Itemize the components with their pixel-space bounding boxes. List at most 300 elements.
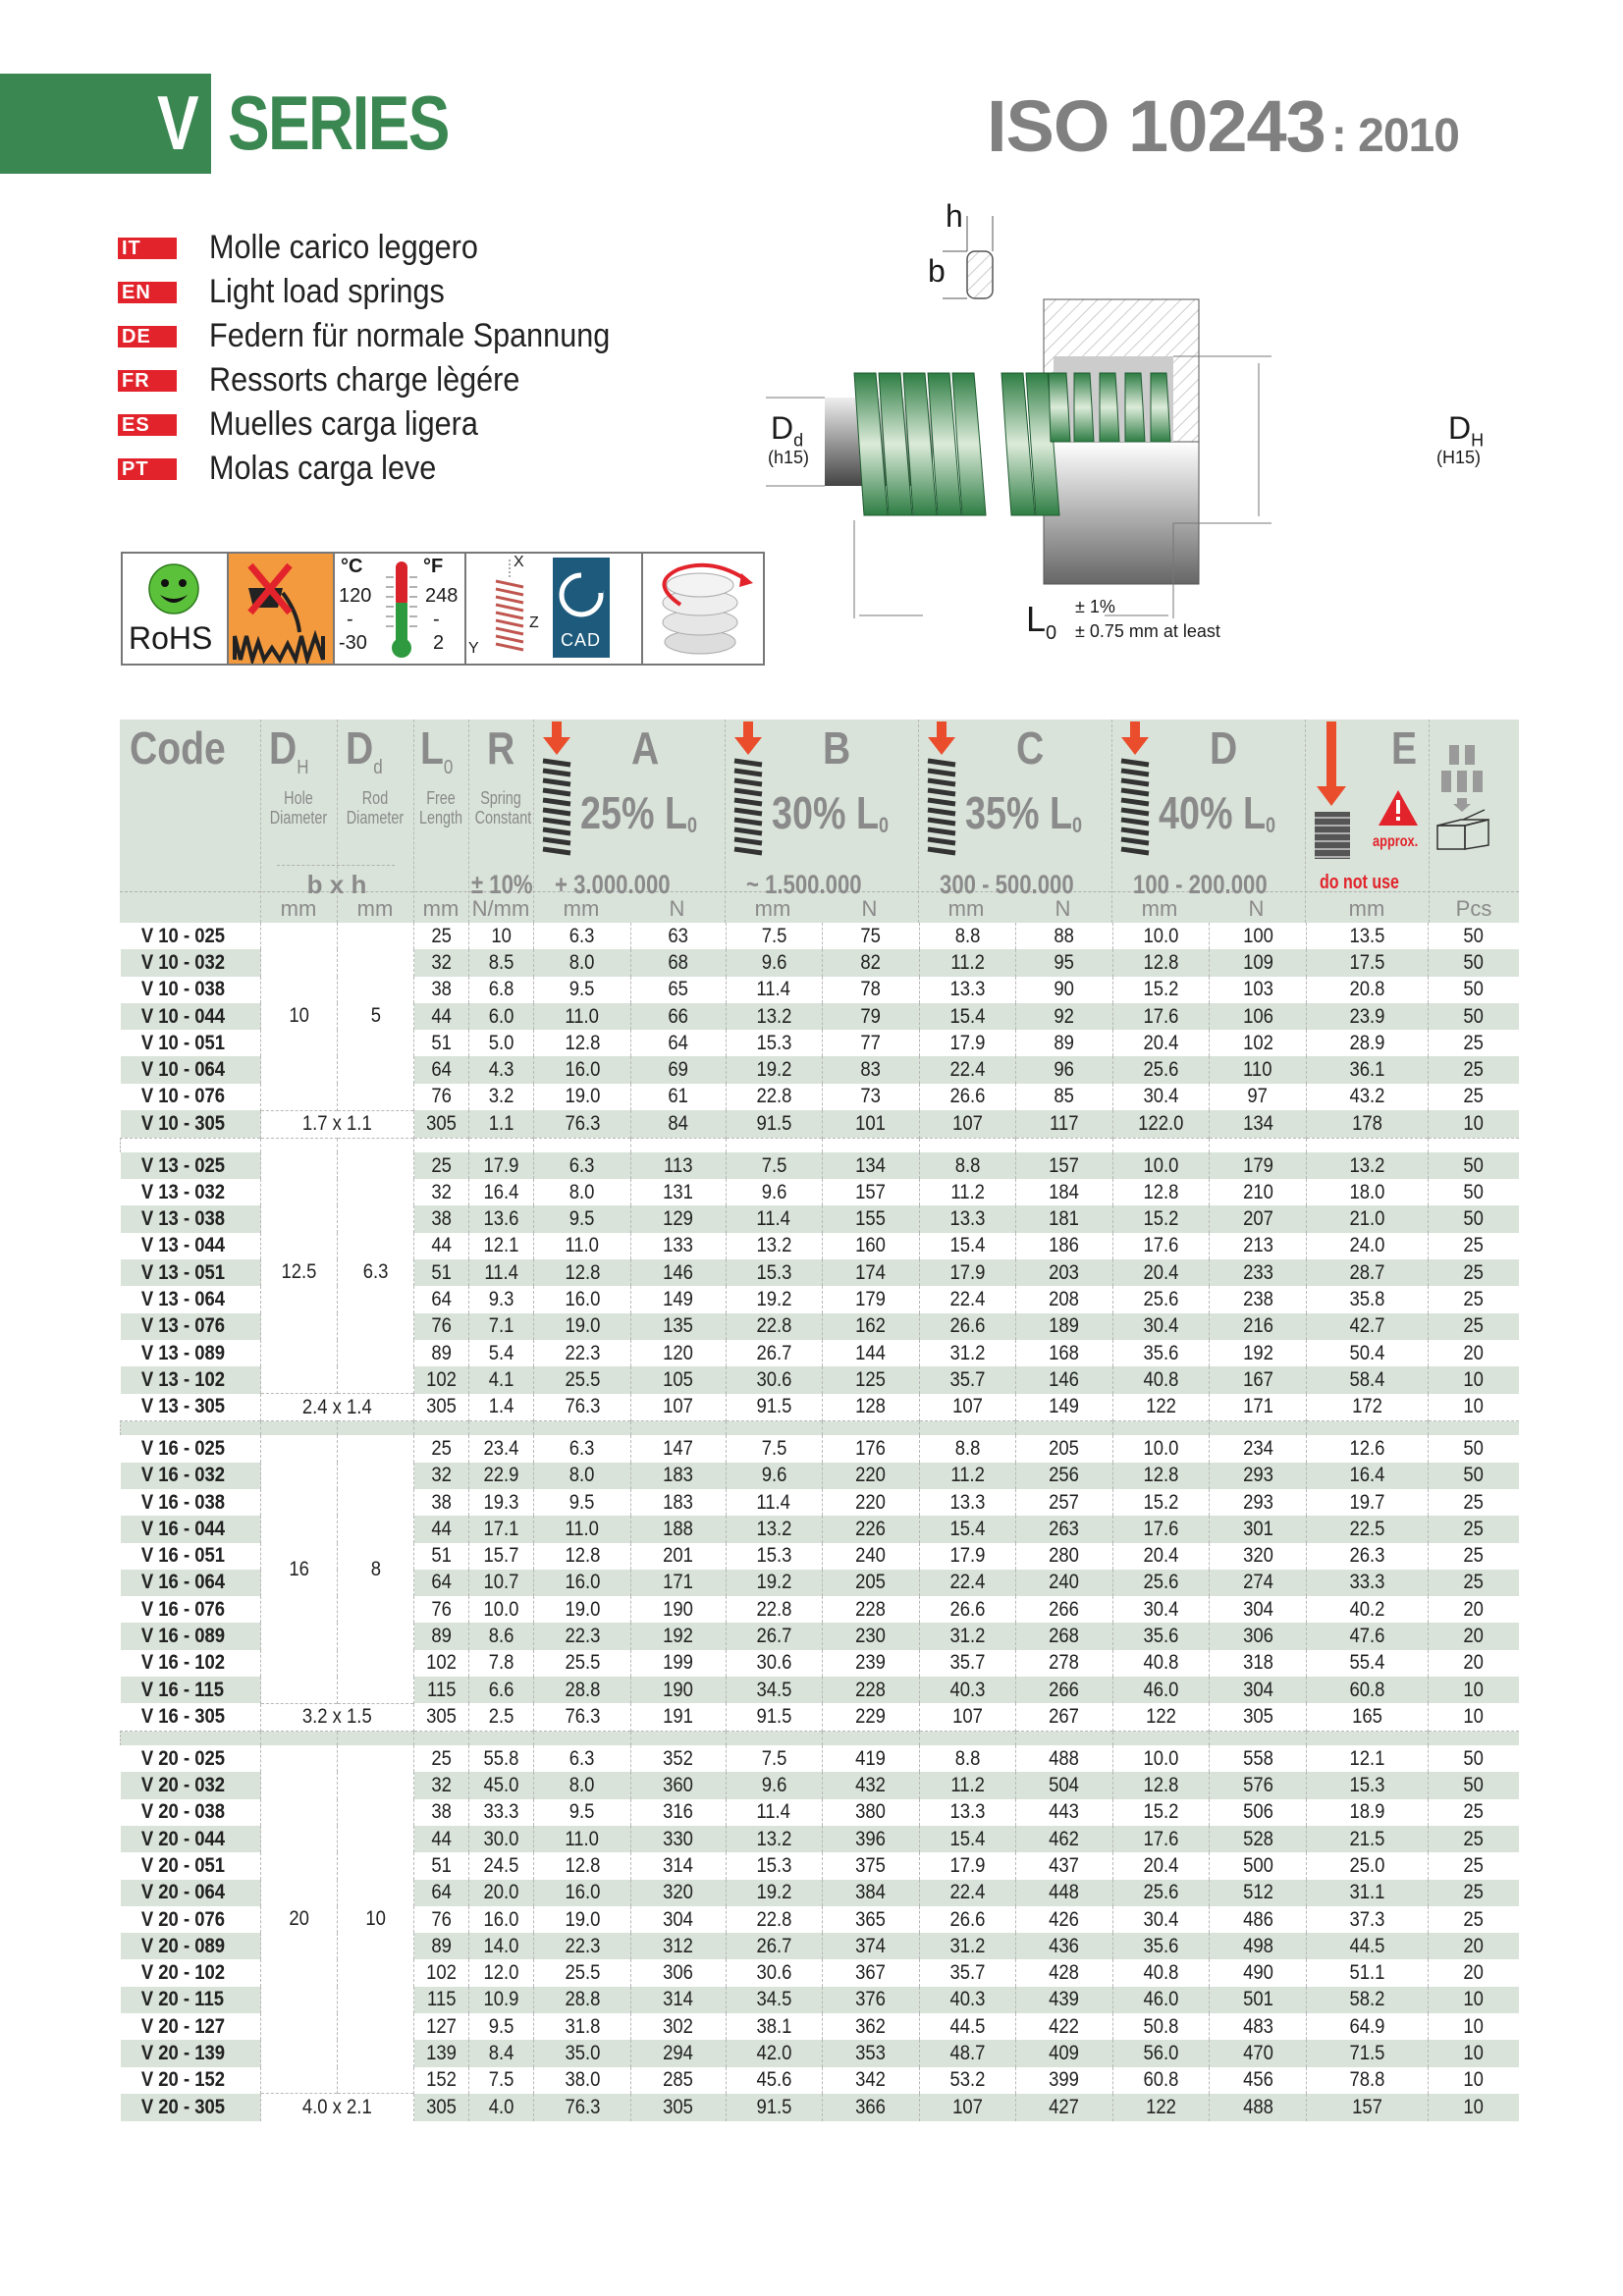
- code-text: V 20 - 102: [140, 1961, 225, 1985]
- hole-diameter: [261, 1435, 338, 1703]
- cell-value: 89: [431, 1625, 453, 1648]
- cell-value: 17.6: [1143, 1004, 1179, 1028]
- pieces-per-box: [1429, 1084, 1519, 1110]
- cell-value: 20.4: [1143, 1031, 1179, 1054]
- cell-value: 76: [431, 1907, 453, 1931]
- cell-value: 30.4: [1143, 1907, 1179, 1931]
- spring-code: [121, 1056, 261, 1083]
- cell-value: 304: [1242, 1678, 1273, 1701]
- cell-value: 12.8: [564, 1544, 600, 1568]
- a-load-n: [630, 1852, 726, 1879]
- b-load-n: [822, 1233, 919, 1259]
- d-load-n: [1210, 1313, 1307, 1340]
- compress-arrow-icon: [1311, 721, 1354, 859]
- cell-value: 157: [1352, 2095, 1383, 2118]
- cell-value: 33.3: [1349, 1571, 1385, 1594]
- spring-constant: [469, 949, 534, 976]
- b-deflection-mm: [726, 1906, 822, 1933]
- spring-constant: [469, 1906, 534, 1933]
- d-deflection-mm: [1112, 1463, 1209, 1489]
- e-deflection-mm: [1307, 1516, 1429, 1542]
- cell-value: 20.8: [1349, 978, 1385, 1001]
- c-deflection-mm: [919, 1596, 1015, 1623]
- b-load-n: [822, 1489, 919, 1516]
- c-deflection-mm: [919, 2094, 1015, 2121]
- cell-value: 365: [855, 1907, 887, 1931]
- cell-value: 9.5: [489, 2014, 514, 2038]
- cell-value: 183: [663, 1464, 693, 1487]
- b-load-n: [822, 1366, 919, 1393]
- cell-value: 120: [663, 1341, 693, 1364]
- a-load-n: [630, 923, 726, 949]
- cell-value: 318: [1242, 1651, 1273, 1675]
- spring-code: [121, 1435, 261, 1462]
- c-load-n: [1015, 2013, 1112, 2040]
- cell-value: 11.2: [950, 950, 985, 974]
- pieces-per-box: [1429, 1286, 1519, 1312]
- dd-sub: d: [373, 757, 383, 779]
- spring-constant: [469, 2040, 534, 2066]
- spring-constant: [469, 1489, 534, 1516]
- b-load-n: [822, 1084, 919, 1110]
- c-deflection-mm: [919, 1543, 1015, 1570]
- free-length: [414, 1745, 469, 1772]
- cell-value: 76.3: [564, 1111, 600, 1135]
- cell-value: 15.3: [756, 1031, 792, 1054]
- free-length: [414, 2040, 469, 2066]
- cell-value: 16.0: [564, 1288, 600, 1310]
- c-load-n: [1015, 2067, 1112, 2094]
- d-load-n: [1210, 1677, 1307, 1703]
- spring-code: [121, 1110, 261, 1138]
- e-deflection-mm: [1307, 1084, 1429, 1110]
- cell-value: 11.0: [565, 1517, 600, 1540]
- cell-value: 10: [1463, 2068, 1485, 2092]
- separator-cell: [338, 1421, 414, 1436]
- cell-value: 428: [1049, 1961, 1080, 1985]
- cell-value: 17.9: [483, 1153, 519, 1177]
- cad-download-icon[interactable]: [553, 558, 610, 658]
- header-c-letter: C: [1016, 722, 1045, 774]
- pieces-per-box: [1429, 2013, 1519, 2040]
- cell-value: 13.2: [756, 1234, 792, 1257]
- language-description: Muelles carga ligera: [209, 405, 478, 443]
- code-text: V 16 - 025: [140, 1436, 225, 1460]
- rod-diameter: [338, 923, 414, 1110]
- cell-value: 134: [1242, 1111, 1273, 1135]
- cell-value: 157: [855, 1180, 887, 1203]
- spring-code: [121, 977, 261, 1003]
- d-load-n: [1210, 1205, 1307, 1232]
- cell-value: 6.0: [489, 1004, 514, 1028]
- cell-value: 172: [1352, 1395, 1383, 1418]
- b-deflection-mm: [726, 1152, 822, 1179]
- table-row: [121, 923, 1520, 949]
- c-load-n: [1015, 1703, 1112, 1731]
- cell-value: 199: [663, 1651, 693, 1675]
- spring-code: [121, 1489, 261, 1516]
- cell-value: 30.0: [483, 1827, 519, 1850]
- separator-cell: [1429, 1732, 1519, 1746]
- cell-value: 15.2: [1143, 1207, 1179, 1231]
- b-load-n: [822, 1933, 919, 1959]
- a-load-n: [630, 1394, 726, 1421]
- pieces-per-box: [1429, 1570, 1519, 1596]
- cell-value: 501: [1242, 1988, 1273, 2011]
- cell-value: 47.6: [1349, 1625, 1385, 1648]
- c-deflection-mm: [919, 1933, 1015, 1959]
- cell-value: 422: [1049, 2014, 1080, 2038]
- cell-value: 55.4: [1349, 1651, 1385, 1675]
- cell-value: 10.0: [483, 1597, 519, 1621]
- b-load-n: [822, 2067, 919, 2094]
- e-deflection-mm: [1307, 1772, 1429, 1798]
- cell-value: 152: [426, 2068, 458, 2092]
- cell-value: 305: [663, 2095, 693, 2118]
- d-deflection-mm: [1112, 1179, 1209, 1205]
- cell-value: 90: [1054, 978, 1075, 1001]
- pieces-per-box: [1429, 2067, 1519, 2094]
- cell-value: 122: [1146, 2095, 1176, 2118]
- a-deflection-mm: [534, 1703, 630, 1731]
- separator-cell: [919, 1421, 1015, 1436]
- cell-value: 89: [1054, 1031, 1075, 1054]
- cell-value: 102: [1242, 1031, 1273, 1054]
- cell-value: 107: [951, 1111, 983, 1135]
- cell-value: 44.5: [949, 2014, 986, 2038]
- free-length: [414, 1623, 469, 1649]
- header-dd: [346, 721, 383, 779]
- separator-cell: [822, 1138, 919, 1152]
- b-deflection-mm: [726, 2067, 822, 2094]
- spring-code: [121, 1933, 261, 1959]
- language-flag-icon: EN: [118, 282, 177, 303]
- cell-value: 22.8: [756, 1907, 792, 1931]
- spring-constant: [469, 1205, 534, 1232]
- table-row: [121, 1435, 1520, 1462]
- cell-value: 11.2: [950, 1464, 985, 1487]
- separator-cell: [121, 1138, 261, 1152]
- d-load-n: [1210, 1987, 1307, 2013]
- cell-value: 25: [1463, 1490, 1485, 1514]
- free-length: [414, 1959, 469, 1986]
- a-deflection-mm: [534, 1799, 630, 1826]
- cell-value: 25: [1463, 1800, 1485, 1824]
- c-deflection-mm: [919, 1084, 1015, 1110]
- cell-value: 20.4: [1143, 1853, 1179, 1877]
- spring-code: [121, 1233, 261, 1259]
- free-length: [414, 1110, 469, 1138]
- c-load-n: [1015, 1745, 1112, 1772]
- cell-value: 263: [1049, 1517, 1080, 1540]
- compress-arrow-icon: [730, 721, 766, 859]
- pieces-per-box: [1429, 1152, 1519, 1179]
- cell-value: 490: [1242, 1961, 1273, 1985]
- a-load-n: [630, 1340, 726, 1366]
- cell-value: 456: [1242, 2068, 1273, 2092]
- cell-value: 10.0: [1143, 1436, 1179, 1460]
- cell-value: 190: [663, 1678, 693, 1701]
- cell-value: 184: [1049, 1180, 1080, 1203]
- cell-value: 91.5: [756, 1705, 792, 1729]
- pieces-per-box: [1429, 1959, 1519, 1986]
- cell-value: 31.1: [1349, 1881, 1385, 1904]
- cell-value: 25.6: [1143, 1058, 1179, 1082]
- cell-value: 342: [855, 2068, 887, 2092]
- pieces-per-box: [1429, 977, 1519, 1003]
- a-load-n: [630, 1516, 726, 1542]
- cell-value: 7.1: [489, 1314, 514, 1338]
- a-load-n: [630, 2040, 726, 2066]
- c-load-n: [1015, 1056, 1112, 1083]
- spring-constant: [469, 1596, 534, 1623]
- cell-value: 203: [1049, 1260, 1080, 1284]
- b-deflection-mm: [726, 1084, 822, 1110]
- cell-value: 280: [1049, 1544, 1080, 1568]
- c-load-n: [1015, 1435, 1112, 1462]
- cell-value: 22.8: [756, 1085, 792, 1108]
- header-a-deflection: [580, 786, 697, 839]
- cell-value: 50: [1463, 1180, 1485, 1203]
- pieces-per-box: [1429, 2094, 1519, 2121]
- cell-value: 26.6: [949, 1907, 986, 1931]
- b-deflection-mm: [726, 1205, 822, 1232]
- dd-desc1: Rod: [361, 788, 389, 808]
- b-load-n: [822, 2094, 919, 2121]
- free-length: [414, 1366, 469, 1393]
- a-load-n: [630, 1463, 726, 1489]
- separator-cell: [919, 1138, 1015, 1152]
- code-text: V 16 - 051: [140, 1544, 225, 1568]
- b-deflection-mm: [726, 1772, 822, 1798]
- header-col-divider: [725, 720, 726, 923]
- c-load-n: [1015, 977, 1112, 1003]
- free-length: [414, 1826, 469, 1852]
- cell-value: 139: [426, 2042, 458, 2065]
- c-load-n: [1015, 1259, 1112, 1286]
- free-length: [414, 923, 469, 949]
- cell-value: 448: [1049, 1881, 1080, 1904]
- d-deflection-mm: [1112, 1489, 1209, 1516]
- cell-value: 34.5: [756, 1988, 792, 2011]
- cell-value: 9.5: [569, 1490, 595, 1514]
- d-deflection-mm: [1112, 1852, 1209, 1879]
- cell-value: 64: [431, 1571, 453, 1594]
- cell-value: 44: [431, 1517, 453, 1540]
- c-load-n: [1015, 1463, 1112, 1489]
- cell-value: 293: [1242, 1490, 1273, 1514]
- cell-value: 230: [855, 1625, 887, 1648]
- cell-value: 6.3: [569, 924, 595, 947]
- d-load-n: [1210, 1570, 1307, 1596]
- dd-value: 5: [370, 1004, 381, 1028]
- cell-value: 13.3: [949, 978, 986, 1001]
- header-r-desc: [474, 788, 532, 828]
- spring-constant: [469, 1772, 534, 1798]
- c-load-n: [1015, 1110, 1112, 1138]
- cell-value: 64: [431, 1288, 453, 1310]
- c-load-n: [1015, 1233, 1112, 1259]
- cell-value: 12.8: [1143, 1774, 1179, 1797]
- cell-value: 149: [663, 1288, 693, 1310]
- cell-value: 6.6: [489, 1678, 514, 1701]
- a-deflection-mm: [534, 1179, 630, 1205]
- a-load-n: [630, 1623, 726, 1649]
- spring-constant: [469, 1516, 534, 1542]
- cell-value: 149: [1049, 1395, 1080, 1418]
- cell-value: 9.6: [761, 1464, 786, 1487]
- cell-value: 266: [1049, 1597, 1080, 1621]
- spring-code: [121, 1623, 261, 1649]
- header-unit: mm: [422, 896, 460, 921]
- free-length: [414, 1650, 469, 1677]
- separator-cell: [630, 1421, 726, 1436]
- cell-value: 102: [426, 1367, 458, 1391]
- cell-value: 189: [1049, 1314, 1080, 1338]
- language-flag-icon: FR: [118, 370, 177, 392]
- cell-value: 50: [1463, 924, 1485, 947]
- code-text: V 20 - 044: [140, 1827, 225, 1850]
- cell-value: 396: [855, 1827, 887, 1850]
- spring-code: [121, 1596, 261, 1623]
- separator-cell: [822, 1732, 919, 1746]
- cell-value: 20.4: [1143, 1260, 1179, 1284]
- a-deflection-mm: [534, 1030, 630, 1056]
- bxh-divider: [277, 865, 395, 866]
- cell-value: 45.0: [483, 1774, 519, 1797]
- a-deflection-mm: [534, 1056, 630, 1083]
- c-load-n: [1015, 1772, 1112, 1798]
- cell-value: 25: [1463, 1058, 1485, 1082]
- cell-value: 16.0: [564, 1058, 600, 1082]
- code-text: V 10 - 025: [140, 924, 225, 947]
- cell-value: 75: [860, 924, 882, 947]
- rohs-badge: [123, 554, 229, 664]
- a-load-n: [630, 1906, 726, 1933]
- cell-value: 240: [1049, 1571, 1080, 1594]
- a-load-n: [630, 1650, 726, 1677]
- code-text: V 13 - 032: [140, 1180, 225, 1203]
- cell-value: 320: [663, 1881, 693, 1904]
- c-deflection-mm: [919, 1772, 1015, 1798]
- cell-value: 7.5: [761, 1746, 786, 1770]
- cell-value: 186: [1049, 1234, 1080, 1257]
- rohs-label: RoHS: [129, 620, 213, 656]
- d-load-n: [1210, 1959, 1307, 1986]
- a-load-n: [630, 1799, 726, 1826]
- deflection-pct: 25% L: [580, 787, 688, 838]
- cell-value: 8.0: [569, 1774, 595, 1797]
- language-flag-icon: PT: [118, 458, 177, 480]
- separator-cell: [630, 1138, 726, 1152]
- a-load-n: [630, 1110, 726, 1138]
- cell-value: 21.0: [1349, 1207, 1385, 1231]
- pieces-per-box: [1429, 1340, 1519, 1366]
- a-load-n: [630, 977, 726, 1003]
- cell-value: 558: [1242, 1746, 1273, 1770]
- header-c-cycles: 300 - 500.000: [940, 870, 1074, 899]
- cell-value: 40.3: [949, 1678, 986, 1701]
- separator-cell: [1015, 1732, 1112, 1746]
- no-chemicals-icon: [229, 554, 335, 664]
- code-text: V 20 - 076: [140, 1907, 225, 1931]
- a-load-n: [630, 1570, 726, 1596]
- c-load-n: [1015, 1313, 1112, 1340]
- a-deflection-mm: [534, 1003, 630, 1030]
- cell-value: 46.0: [1143, 1678, 1179, 1701]
- d-deflection-mm: [1112, 1745, 1209, 1772]
- code-text: V 13 - 038: [140, 1207, 225, 1231]
- header-l0: [420, 721, 453, 779]
- cell-value: 239: [855, 1651, 887, 1675]
- free-length: [414, 1516, 469, 1542]
- cell-value: 25: [431, 1436, 453, 1460]
- language-flag-icon: DE: [118, 326, 177, 347]
- cell-value: 293: [1242, 1464, 1273, 1487]
- bxh-value: 4.0 x 2.1: [302, 2096, 373, 2119]
- cell-value: 115: [427, 1988, 457, 2011]
- cell-value: 50: [1463, 950, 1485, 974]
- header-unit: mm: [1141, 896, 1178, 921]
- cell-value: 110: [1243, 1058, 1272, 1082]
- cell-value: 134: [855, 1153, 887, 1177]
- cell-value: 8.0: [569, 1464, 595, 1487]
- separator-cell: [1015, 1138, 1112, 1152]
- c-deflection-mm: [919, 1003, 1015, 1030]
- e-deflection-mm: [1307, 1233, 1429, 1259]
- do-not-use-label: do not use: [1320, 872, 1399, 893]
- cell-value: 12.8: [1143, 1464, 1179, 1487]
- cell-value: 64: [431, 1881, 453, 1904]
- table-row: [121, 1110, 1520, 1138]
- cell-value: 19.0: [564, 1314, 600, 1338]
- cell-value: 13.6: [483, 1207, 519, 1231]
- code-text: V 16 - 064: [140, 1571, 225, 1594]
- spring-3d-model: [466, 554, 643, 664]
- d-load-n: [1210, 1489, 1307, 1516]
- pieces-per-box: [1429, 1650, 1519, 1677]
- b-load-n: [822, 1313, 919, 1340]
- b-deflection-mm: [726, 1799, 822, 1826]
- spring-constant: [469, 1880, 534, 1906]
- d-load-n: [1210, 1703, 1307, 1731]
- a-load-n: [630, 1259, 726, 1286]
- cell-value: 109: [1242, 950, 1273, 974]
- cell-value: 38.1: [756, 2014, 792, 2038]
- free-length: [414, 1463, 469, 1489]
- spring-constant: [469, 1313, 534, 1340]
- cell-value: 84: [668, 1111, 688, 1135]
- cell-value: 66: [668, 1004, 688, 1028]
- a-deflection-mm: [534, 1084, 630, 1110]
- separator-cell: [1307, 1421, 1429, 1436]
- code-text: V 10 - 032: [140, 950, 225, 974]
- e-deflection-mm: [1307, 1152, 1429, 1179]
- cell-value: 10: [1463, 1678, 1485, 1701]
- free-length: [414, 1570, 469, 1596]
- cell-value: 15.2: [1143, 1490, 1179, 1514]
- a-load-n: [630, 1056, 726, 1083]
- d-deflection-mm: [1112, 1959, 1209, 1986]
- free-length: [414, 1677, 469, 1703]
- pieces-per-box: [1429, 1233, 1519, 1259]
- code-text: V 10 - 305: [140, 1111, 225, 1135]
- d-deflection-mm: [1112, 1987, 1209, 2013]
- cell-value: 257: [1049, 1490, 1080, 1514]
- cell-value: 486: [1242, 1907, 1273, 1931]
- header-col-divider: [1111, 720, 1112, 923]
- thermometer-icon: [382, 558, 421, 662]
